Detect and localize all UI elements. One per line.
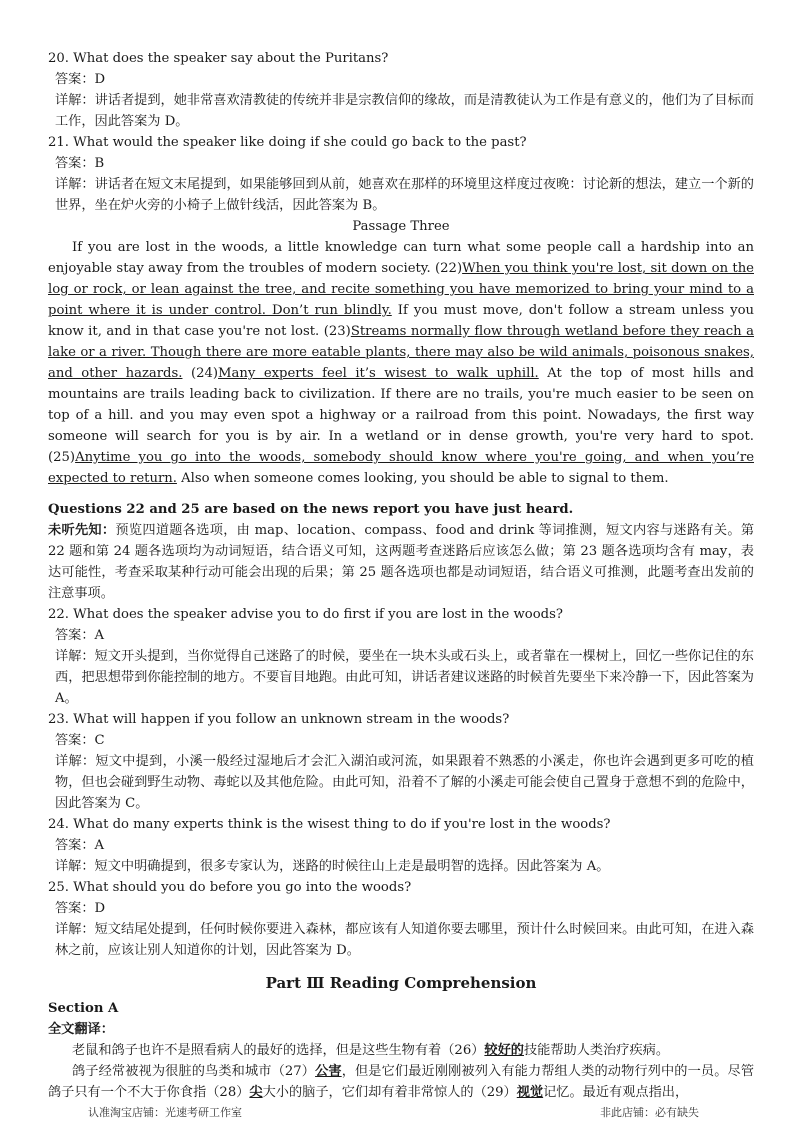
- footer-left: 认准淘宝店铺：光速考研工作室: [88, 1106, 242, 1119]
- key-word-29: 视觉: [516, 1085, 544, 1100]
- question-24: 24. What do many experts think is the wisest thing to do if you're lost in the woods?: [48, 817, 611, 832]
- question-21: 21. What would the speaker like doing if she could go back to the past?: [48, 135, 527, 150]
- answer-22: 答案：A: [55, 628, 105, 643]
- answer-21: 答案：B: [55, 156, 105, 171]
- preview-label: 未听先知：: [48, 523, 116, 538]
- key-word-26: 较好的: [484, 1043, 524, 1058]
- detail-20: 详解：讲话者提到，她非常喜欢清教徒的传统并非是宗教信仰的缘故，而是清教徒认为工作是有意义的，他们为了目标而工作，因此答案为 D。: [55, 93, 754, 129]
- questions-header: Questions 22 and 25 are based on the news report you have just heard.: [48, 502, 574, 517]
- translation-span: 老鼠和鸽子也许不是照看病人的最好的选择，但是这些生物有着（26）: [72, 1043, 485, 1058]
- passage-text: (24): [182, 366, 219, 381]
- passage-text: At the top of most hills and mountains are trails leading back to civilization. If there are no trails, you're much easier to be seen on top of a hill. and you may even spot a highway or a railroad from this point. Nowadays, the first way someone will search for you is by air. In a wetland or in dense growth, you're very hard to spot. (25): [48, 366, 755, 465]
- detail-21: 详解：讲话者在短文末尾提到，如果能够回到从前，她喜欢在那样的环境里这样度过夜晚：讨论新的想法，建立一个新的世界，坐在炉火旁的小椅子上做针线活，因此答案为 B。: [55, 177, 754, 213]
- translation-span: 大小的脑子，它们却有着非常惊人的（29）: [262, 1085, 517, 1100]
- passage-text: If you are lost in the woods, a little knowledge can turn what some people call a hardship into an enjoyable stay away from the troubles of modern society. (22): [48, 240, 754, 276]
- translation-span: 鸽子经常被视为很脏的鸟类和城市（27）: [72, 1064, 316, 1079]
- answer-25: 答案：D: [55, 901, 106, 916]
- detail-23: 详解：短文中提到，小溪一般经过湿地后才会汇入湖泊或河流，如果跟着不熟悉的小溪走，你也许会遇到更多可吃的植物，但也会碰到野生动物、毒蛇以及其他危险。由此可知，沿着不了解的小溪走可能会使自己置身于意想不到的危险中，因此答案为 C。: [55, 754, 754, 811]
- answer-20: 答案：D: [55, 72, 106, 87]
- translation-label: 全文翻译：: [48, 1022, 114, 1037]
- passage-three: [48, 237, 754, 489]
- passage-title: Passage Three: [352, 219, 450, 234]
- translation-span: ，但是它们最近刚刚被列入有能力帮组人类的动物行列中的一员。尽管鸽子只有一个不大于你食指（28）: [48, 1064, 755, 1100]
- translation-text: [48, 1040, 754, 1103]
- footer-right: 非此店铺：必有缺失: [600, 1106, 699, 1119]
- detail-24: 详解：短文中明确提到，很多专家认为，迷路的时候往山上走是最明智的选择。因此答案为 A。: [55, 859, 610, 874]
- question-23: 23. What will happen if you follow an unknown stream in the woods?: [48, 712, 510, 727]
- question-22: 22. What does the speaker advise you to do first if you are lost in the woods?: [48, 607, 563, 622]
- detail-22: 详解：短文开头提到，当你觉得自己迷路了的时候，要坐在一块木头或石头上，或者靠在一棵树上，回忆一些你记住的东西，把思想带到你能控制的地方。不要盲目地跑。由此可知，讲话者建议迷路的时候首先要坐下来冷静一下，因此答案为 A。: [55, 649, 754, 706]
- question-25: 25. What should you do before you go into the woods?: [48, 880, 412, 895]
- translation-span: 记忆。最近有观点指出，: [543, 1085, 689, 1100]
- section-title: Section A: [48, 1001, 119, 1016]
- underline-25: Anytime you go into the woods, somebody should know where you're going, and when you’re expected to return.: [48, 450, 754, 486]
- answer-23: 答案：C: [55, 733, 105, 748]
- key-word-28: 尖: [249, 1085, 263, 1100]
- passage-text: Also when someone comes looking, you should be able to signal to them.: [176, 471, 669, 486]
- underline-23: Streams normally flow through wetland before they reach a lake or a river. Though there are more eatable plants, there may also be wild animals, poisonous snakes, and other hazards.: [48, 324, 754, 381]
- key-word-27: 公害: [315, 1064, 342, 1079]
- underline-22: When you think you're lost, sit down on the log or rock, or lean against the tree, and recite something you have memorized to bring your mind to a point where it is under control. Don’t run blindly.: [48, 261, 754, 318]
- passage-text: If you must move, don't follow a stream unless you know it, and in that case you're not lost. (23): [48, 303, 755, 339]
- part-title: Part Ⅲ Reading Comprehension: [265, 974, 537, 992]
- preview-text: 预览四道题各选项，由 map、location、compass、food and drink 等词推测，短文内容与迷路有关。第 22 题和第 24 题各选项均为动词短语，结合语义可知，这两题考查迷路后应该怎么做；第 23 题各选项均含有 may，表达可能性，考查采取某种行动可能会出现的后果；第 25 题各选项也都是动词短语，结合语义可推测，此题考查出发前的注意事项。: [48, 523, 755, 601]
- translation-span: 技能帮助人类治疗疾病。: [523, 1043, 670, 1058]
- underline-24: Many experts feel it’s wisest to walk uphill.: [218, 366, 539, 381]
- answer-24: 答案：A: [55, 838, 105, 853]
- document-page: [48, 48, 754, 1103]
- question-20: 20. What does the speaker say about the Puritans?: [48, 51, 389, 66]
- preview-note: [48, 520, 754, 604]
- detail-25: 详解：短文结尾处提到，任何时候你要进入森林，都应该有人知道你要去哪里，预计什么时候回来。由此可知，在进入森林之前，应该让别人知道你的计划，因此答案为 D。: [55, 922, 754, 958]
